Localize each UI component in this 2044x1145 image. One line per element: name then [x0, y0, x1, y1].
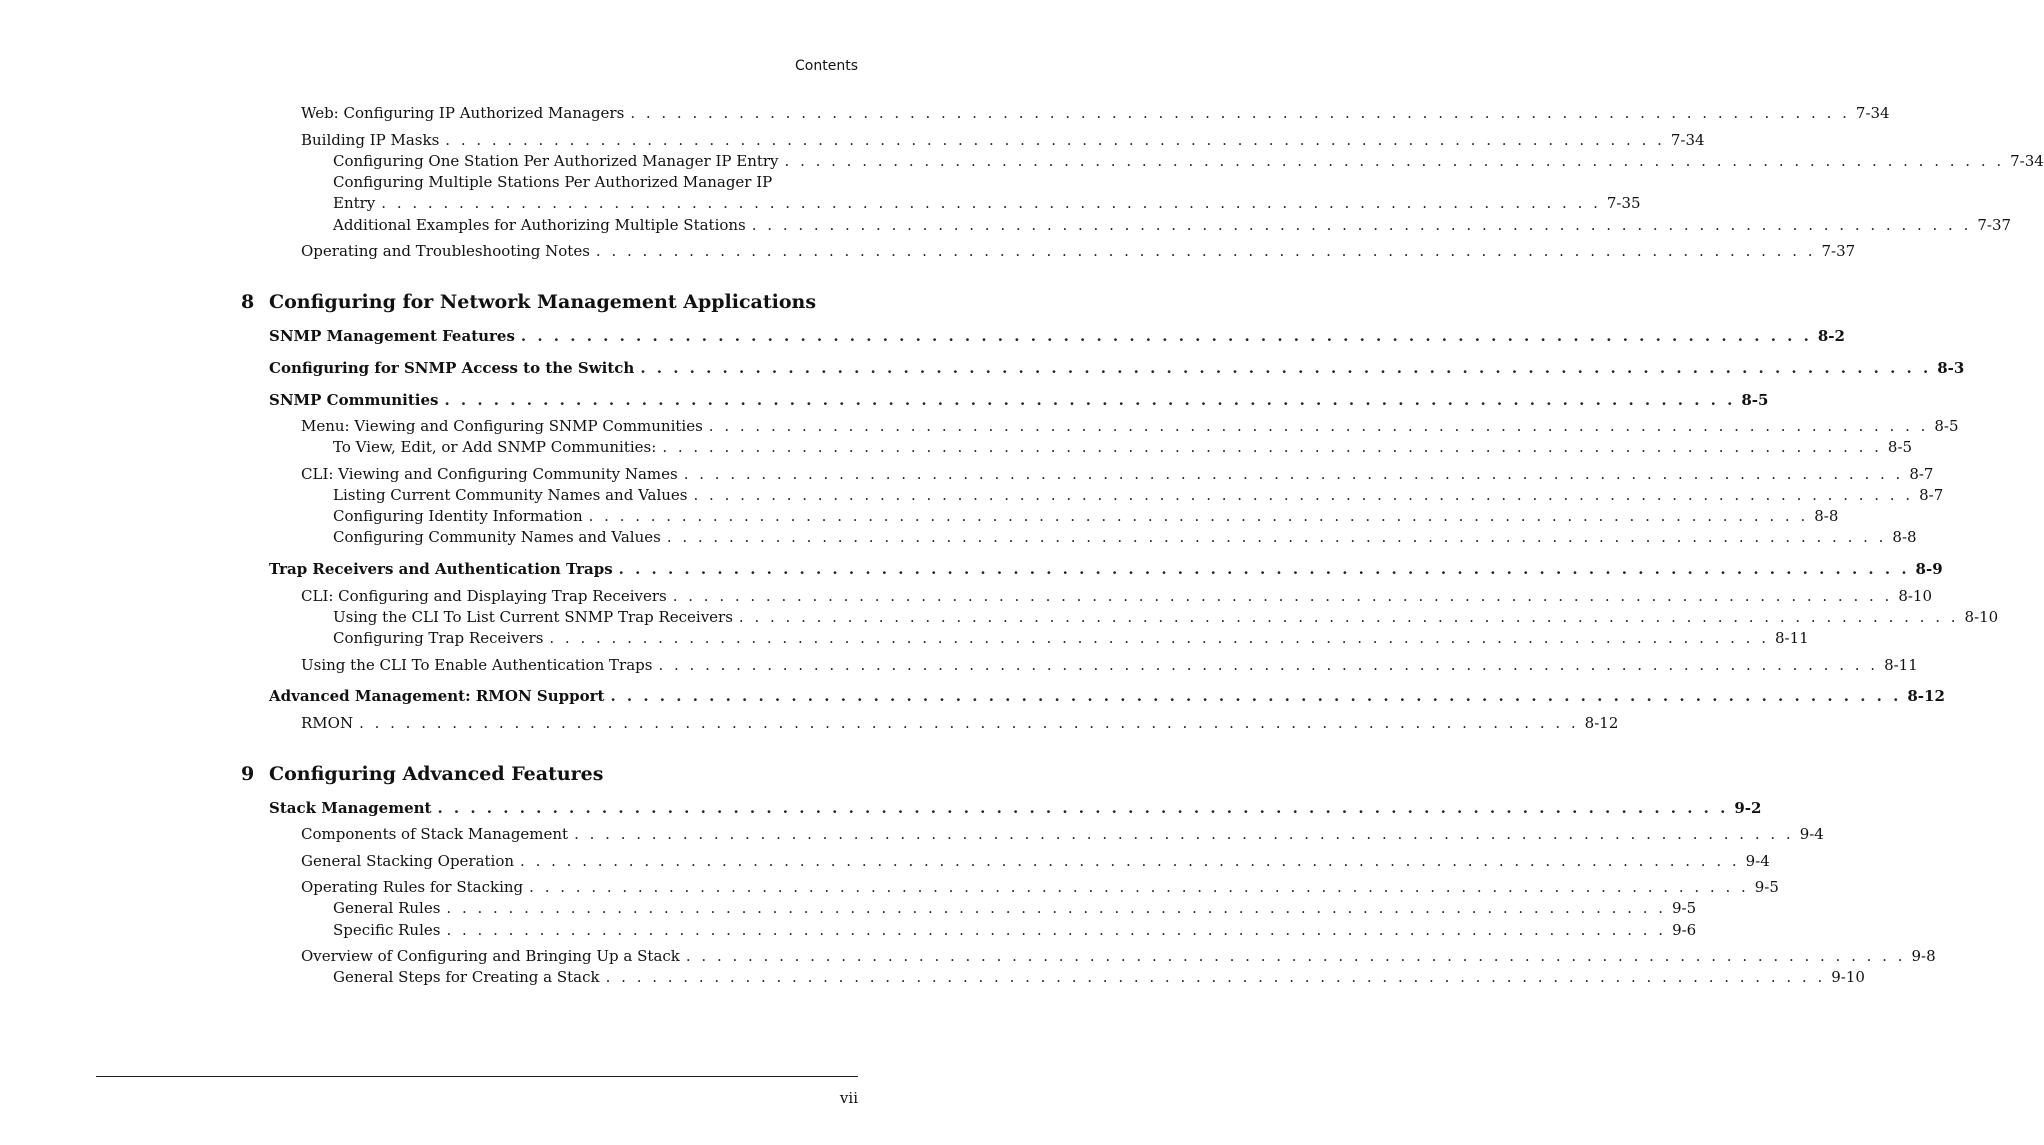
toc-entry-page: 8-2: [1817, 327, 1845, 345]
leader-dots: . . . . . . . . . . . . . . . . . . . . . . . . . . . . . . . . . . . . . . . . . . . . . . . . . . . . . . . . . . . . . . . . . . . . . . . . . . . . . . .: [666, 528, 1887, 546]
toc-entry[interactable]: [269, 326, 1845, 346]
leader-dots: . . . . . . . . . . . . . . . . . . . . . . . . . . . . . . . . . . . . . . . . . . . . . . . . . . . . . . . . . . . . . . . . . . . . . . . . . . . . . . .: [520, 852, 1740, 870]
toc-entry[interactable]: [301, 824, 1824, 844]
leader-dots: . . . . . . . . . . . . . . . . . . . . . . . . . . . . . . . . . . . . . . . . . . . . . . . . . . . . . . . . . . . . . . . . . . . . . . . . . . . . . . .: [751, 216, 1972, 234]
toc-entry-page: 8-7: [1909, 465, 1934, 483]
chapter-title: Configuring for Network Management Applications: [269, 291, 817, 313]
toc-entry-title: General Steps for Creating a Stack: [333, 968, 600, 986]
toc-entry-title: Configuring Community Names and Values: [333, 528, 661, 546]
toc-entry-title: General Stacking Operation: [301, 852, 515, 870]
toc-entry-title: SNMP Management Features: [269, 327, 515, 345]
chapter-heading[interactable]: [241, 762, 603, 786]
toc-entry-title: Configuring Identity Information: [333, 507, 583, 525]
toc-entry[interactable]: [333, 215, 2012, 235]
leader-dots: . . . . . . . . . . . . . . . . . . . . . . . . . . . . . . . . . . . . . . . . . . . . . . . . . . . . . . . . . . . . . . . . . . . . . . . . . . . . . . .: [784, 152, 2005, 170]
chapter-title: Configuring Advanced Features: [269, 763, 604, 785]
toc-entry-title: CLI: Viewing and Configuring Community Names: [301, 465, 678, 483]
toc-entry-page: 8-11: [1884, 656, 1918, 674]
leader-dots: . . . . . . . . . . . . . . . . . . . . . . . . . . . . . . . . . . . . . . . . . . . . . . . . . . . . . . . . . . . . . . . . . . . . . . . . . . . . . . .: [738, 608, 1959, 626]
toc-entry[interactable]: [269, 390, 1769, 410]
toc-entry-title: Configuring Multiple Stations Per Authorized Manager IP: [333, 173, 773, 191]
toc-entry-page: 8-5: [1887, 438, 1913, 456]
leader-dots: . . . . . . . . . . . . . . . . . . . . . . . . . . . . . . . . . . . . . . . . . . . . . . . . . . . . . . . . . . . . . . . . . . . . . . . . . . . . . . .: [672, 587, 1893, 605]
toc-entry-page: 9-10: [1831, 968, 1865, 986]
toc-entry-title: Specific Rules: [333, 921, 441, 939]
toc-entry-page: 8-9: [1915, 560, 1943, 578]
toc-entry[interactable]: [333, 527, 1917, 547]
toc-entry-title: Operating and Troubleshooting Notes: [301, 242, 590, 260]
toc-entry-title: Using the CLI To Enable Authentication Traps: [301, 656, 653, 674]
toc-entry-title: SNMP Communities: [269, 391, 439, 409]
toc-entry[interactable]: [333, 485, 1944, 505]
leader-dots: . . . . . . . . . . . . . . . . . . . . . . . . . . . . . . . . . . . . . . . . . . . . . . . . . . . . . . . . . . . . . . . . . . . . . . . . . . . . . . .: [588, 507, 1809, 525]
toc-entry-title: Trap Receivers and Authentication Traps: [269, 560, 613, 578]
leader-dots: . . . . . . . . . . . . . . . . . . . . . . . . . . . . . . . . . . . . . . . . . . . . . . . . . . . . . . . . . . . . . . . . . . . . . . . . . . . . . . .: [630, 104, 1850, 122]
toc-entry[interactable]: [301, 851, 1770, 871]
chapter-number: 8: [241, 291, 255, 313]
leader-dots: . . . . . . . . . . . . . . . . . . . . . . . . . . . . . . . . . . . . . . . . . . . . . . . . . . . . . . . . . . . . . . . . . . . . . . . . . . . . . . .: [359, 714, 1579, 732]
toc-entry[interactable]: [269, 798, 1762, 818]
toc-entry-page: 7-34: [2010, 152, 2044, 170]
toc-entry-page: 8-5: [1934, 417, 1959, 435]
leader-dots: . . . . . . . . . . . . . . . . . . . . . . . . . . . . . . . . . . . . . . . . . . . . . . . . . . . . . . . . . . . . . . . . . . . . . . . . . . . . . . .: [549, 629, 1769, 647]
toc-entry-page: 7-35: [1606, 194, 1641, 212]
toc-entry[interactable]: [301, 103, 1890, 123]
toc-entry-page: 9-6: [1672, 921, 1697, 939]
toc-entry-page: 8-5: [1741, 391, 1769, 409]
leader-dots: . . . . . . . . . . . . . . . . . . . . . . . . . . . . . . . . . . . . . . . . . . . . . . . . . . . . . . . . . . . . . . . . . . . . . . . . . . . . . . .: [662, 438, 1882, 456]
toc-entry-page: 8-10: [1964, 608, 1999, 626]
toc-entry[interactable]: [333, 607, 1999, 627]
toc-entry[interactable]: [333, 898, 1697, 918]
toc-entry[interactable]: [301, 877, 1779, 897]
toc-entry-page: 9-5: [1754, 878, 1779, 896]
leader-dots: . . . . . . . . . . . . . . . . . . . . . . . . . . . . . . . . . . . . . . . . . . . . . . . . . . . . . . . . . . . . . . . . . . . . . . . . . . . . . . .: [685, 947, 1906, 965]
toc-entry-title: Web: Configuring IP Authorized Managers: [301, 104, 625, 122]
toc-entry[interactable]: [333, 172, 772, 192]
toc-entry-page: 7-37: [1821, 242, 1856, 260]
toc-entry-page: 8-8: [1814, 507, 1839, 525]
leader-dots: . . . . . . . . . . . . . . . . . . . . . . . . . . . . . . . . . . . . . . . . . . . . . . . . . . . . . . . . . . . . . . . . . . . . . . . . . . . . . . .: [574, 825, 1794, 843]
toc-entry[interactable]: [333, 151, 2044, 171]
toc-entry-title: Using the CLI To List Current SNMP Trap Receivers: [333, 608, 733, 626]
leader-dots: . . . . . . . . . . . . . . . . . . . . . . . . . . . . . . . . . . . . . . . . . . . . . . . . . . . . . . . . . . . . . . . . . . . . . . . . . . . . . . .: [658, 656, 1879, 674]
toc-entry-title: To View, Edit, or Add SNMP Communities:: [333, 438, 657, 456]
toc-entry[interactable]: [269, 358, 1965, 378]
leader-dots: . . . . . . . . . . . . . . . . . . . . . . . . . . . . . . . . . . . . . . . . . . . . . . . . . . . . . . . . . . . . . . . . . . . . . . . . . . . . . . .: [683, 465, 1904, 483]
toc-entry-title: Configuring One Station Per Authorized Manager IP Entry: [333, 152, 779, 170]
leader-dots: . . . . . . . . . . . . . . . . . . . . . . . . . . . . . . . . . . . . . . . . . . . . . . . . . . . . . . . . . . . . . . . . . . . . . . . . . . . . . . .: [610, 687, 1902, 705]
toc-entry-page: 7-34: [1855, 104, 1890, 122]
toc-entry[interactable]: [301, 655, 1918, 675]
toc-entry[interactable]: [269, 686, 1945, 706]
toc-entry-page: 7-37: [1977, 216, 2012, 234]
toc-entry-page: 9-5: [1672, 899, 1697, 917]
toc-entry[interactable]: [301, 130, 1705, 150]
toc-entry-title: Listing Current Community Names and Values: [333, 486, 688, 504]
toc-entry-page: 8-7: [1919, 486, 1944, 504]
toc-entry[interactable]: [301, 464, 1934, 484]
toc-entry-title: Stack Management: [269, 799, 432, 817]
toc-entry[interactable]: [301, 586, 1933, 606]
toc-entry-title: Configuring for SNMP Access to the Switch: [269, 359, 635, 377]
toc-entry-title: RMON: [301, 714, 354, 732]
leader-dots: . . . . . . . . . . . . . . . . . . . . . . . . . . . . . . . . . . . . . . . . . . . . . . . . . . . . . . . . . . . . . . . . . . . . . . . . . . . . . . .: [381, 194, 1601, 212]
toc-entry[interactable]: [333, 437, 1913, 457]
toc-entry[interactable]: [333, 967, 1865, 987]
toc-entry-title: General Rules: [333, 899, 441, 917]
toc-entry-page: 7-34: [1670, 131, 1705, 149]
leader-dots: . . . . . . . . . . . . . . . . . . . . . . . . . . . . . . . . . . . . . . . . . . . . . . . . . . . . . . . . . . . . . . . . . . . . . . . . . . . . . . .: [446, 899, 1666, 917]
toc-entry-page: 9-2: [1734, 799, 1762, 817]
toc-entry[interactable]: [333, 506, 1839, 526]
chapter-number: 9: [241, 763, 255, 785]
leader-dots: . . . . . . . . . . . . . . . . . . . . . . . . . . . . . . . . . . . . . . . . . . . . . . . . . . . . . . . . . . . . . . . . . . . . . . . . . . . . . . .: [444, 391, 1736, 409]
chapter-heading[interactable]: [241, 290, 816, 314]
toc-entry-page: 8-10: [1898, 587, 1933, 605]
toc-entry-title: Components of Stack Management: [301, 825, 569, 843]
toc-entry-title: Additional Examples for Authorizing Multiple Stations: [333, 216, 746, 234]
toc-entry-page: 9-4: [1799, 825, 1824, 843]
toc-entry[interactable]: [301, 416, 1959, 436]
leader-dots: . . . . . . . . . . . . . . . . . . . . . . . . . . . . . . . . . . . . . . . . . . . . . . . . . . . . . . . . . . . . . . . . . . . . . . . . . . . . . . .: [595, 242, 1816, 260]
toc-entry[interactable]: [301, 946, 1936, 966]
toc-entry-page: 8-11: [1774, 629, 1809, 647]
leader-dots: . . . . . . . . . . . . . . . . . . . . . . . . . . . . . . . . . . . . . . . . . . . . . . . . . . . . . . . . . . . . . . . . . . . . . . . . . . . . . . .: [520, 327, 1812, 345]
footer-rule: [96, 1076, 858, 1077]
leader-dots: . . . . . . . . . . . . . . . . . . . . . . . . . . . . . . . . . . . . . . . . . . . . . . . . . . . . . . . . . . . . . . . . . . . . . . . . . . . . . . .: [618, 560, 1910, 578]
toc-entry-page: 8-12: [1584, 714, 1619, 732]
running-head: Contents: [795, 58, 858, 74]
toc-entry-title: Menu: Viewing and Configuring SNMP Communities: [301, 417, 703, 435]
toc-entry[interactable]: [333, 628, 1809, 648]
toc-entry-page: 8-3: [1937, 359, 1965, 377]
toc-entry[interactable]: [301, 241, 1856, 261]
toc-entry[interactable]: [333, 193, 1641, 213]
leader-dots: . . . . . . . . . . . . . . . . . . . . . . . . . . . . . . . . . . . . . . . . . . . . . . . . . . . . . . . . . . . . . . . . . . . . . . . . . . . . . . .: [445, 131, 1665, 149]
leader-dots: . . . . . . . . . . . . . . . . . . . . . . . . . . . . . . . . . . . . . . . . . . . . . . . . . . . . . . . . . . . . . . . . . . . . . . . . . . . . . . .: [605, 968, 1826, 986]
toc-entry-page: 8-8: [1892, 528, 1917, 546]
toc-entry-title: Advanced Management: RMON Support: [269, 687, 605, 705]
leader-dots: . . . . . . . . . . . . . . . . . . . . . . . . . . . . . . . . . . . . . . . . . . . . . . . . . . . . . . . . . . . . . . . . . . . . . . . . . . . . . . .: [437, 799, 1729, 817]
toc-entry[interactable]: [301, 713, 1619, 733]
leader-dots: . . . . . . . . . . . . . . . . . . . . . . . . . . . . . . . . . . . . . . . . . . . . . . . . . . . . . . . . . . . . . . . . . . . . . . . . . . . . . . .: [446, 921, 1667, 939]
leader-dots: . . . . . . . . . . . . . . . . . . . . . . . . . . . . . . . . . . . . . . . . . . . . . . . . . . . . . . . . . . . . . . . . . . . . . . . . . . . . . . .: [529, 878, 1749, 896]
leader-dots: . . . . . . . . . . . . . . . . . . . . . . . . . . . . . . . . . . . . . . . . . . . . . . . . . . . . . . . . . . . . . . . . . . . . . . . . . . . . . . .: [708, 417, 1929, 435]
toc-entry-title: Entry: [333, 194, 376, 212]
leader-dots: . . . . . . . . . . . . . . . . . . . . . . . . . . . . . . . . . . . . . . . . . . . . . . . . . . . . . . . . . . . . . . . . . . . . . . . . . . . . . . .: [693, 486, 1914, 504]
toc-entry-title: Operating Rules for Stacking: [301, 878, 524, 896]
leader-dots: . . . . . . . . . . . . . . . . . . . . . . . . . . . . . . . . . . . . . . . . . . . . . . . . . . . . . . . . . . . . . . . . . . . . . . . . . . . . . . .: [640, 359, 1932, 377]
page-number: vii: [839, 1089, 858, 1107]
toc-entry[interactable]: [269, 559, 1943, 579]
toc-entry-title: CLI: Configuring and Displaying Trap Receivers: [301, 587, 667, 605]
toc-entry-title: Configuring Trap Receivers: [333, 629, 544, 647]
toc-entry-title: Building IP Masks: [301, 131, 440, 149]
toc-entry-page: 9-4: [1745, 852, 1770, 870]
toc-entry-title: Overview of Configuring and Bringing Up a Stack: [301, 947, 680, 965]
toc-entry-page: 9-8: [1911, 947, 1936, 965]
toc-entry-page: 8-12: [1907, 687, 1945, 705]
toc-entry[interactable]: [333, 920, 1697, 940]
